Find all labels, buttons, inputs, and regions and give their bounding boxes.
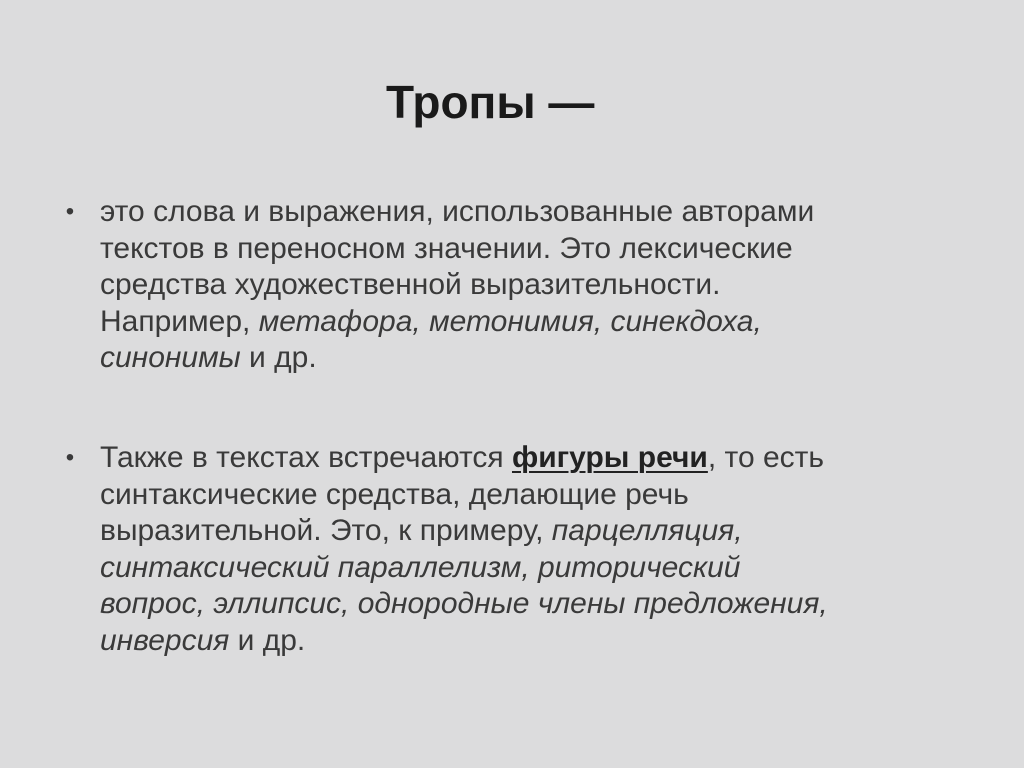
text-line: синтаксический параллелизм, риторический bbox=[100, 550, 741, 584]
key-term-figures-of-speech: фигуры речи bbox=[511, 441, 708, 474]
bullet-item-figures-of-speech bbox=[60, 440, 960, 659]
text-line: вопрос, эллипсис, однородные члены предложения, bbox=[100, 587, 828, 620]
italic-examples: парцелляция, bbox=[551, 514, 743, 547]
text-run: Также в текстах встречаются bbox=[100, 441, 512, 474]
text-line bbox=[100, 623, 960, 660]
text-run: , то есть bbox=[707, 441, 825, 474]
text-line bbox=[100, 440, 960, 477]
text-line bbox=[100, 513, 960, 550]
bullet-text bbox=[100, 194, 960, 377]
text-line bbox=[100, 304, 960, 341]
text-line: средства художественной выразительности. bbox=[100, 268, 721, 301]
slide-title: Тропы — bbox=[386, 76, 595, 128]
bullet-text bbox=[100, 440, 960, 659]
text-run: Например, bbox=[100, 304, 259, 338]
text-line: текстов в переносном значении. Это лексические bbox=[100, 231, 793, 265]
italic-examples: синонимы bbox=[100, 341, 241, 374]
text-line: синтаксические средства, делающие речь bbox=[100, 477, 689, 511]
bullet-marker: • bbox=[65, 444, 75, 471]
italic-examples: инверсия bbox=[100, 623, 230, 657]
bullet-marker: • bbox=[65, 198, 75, 225]
bullet-item-tropes-definition bbox=[60, 194, 960, 377]
text-run: выразительной. Это, к примеру, bbox=[100, 514, 552, 547]
text-line: это слова и выражения, использованные авторами bbox=[100, 195, 815, 228]
italic-examples: метафора, метонимия, синекдоха, bbox=[258, 304, 762, 338]
text-line bbox=[100, 340, 960, 377]
text-run: и др. bbox=[229, 623, 306, 657]
text-run: и др. bbox=[240, 341, 317, 374]
